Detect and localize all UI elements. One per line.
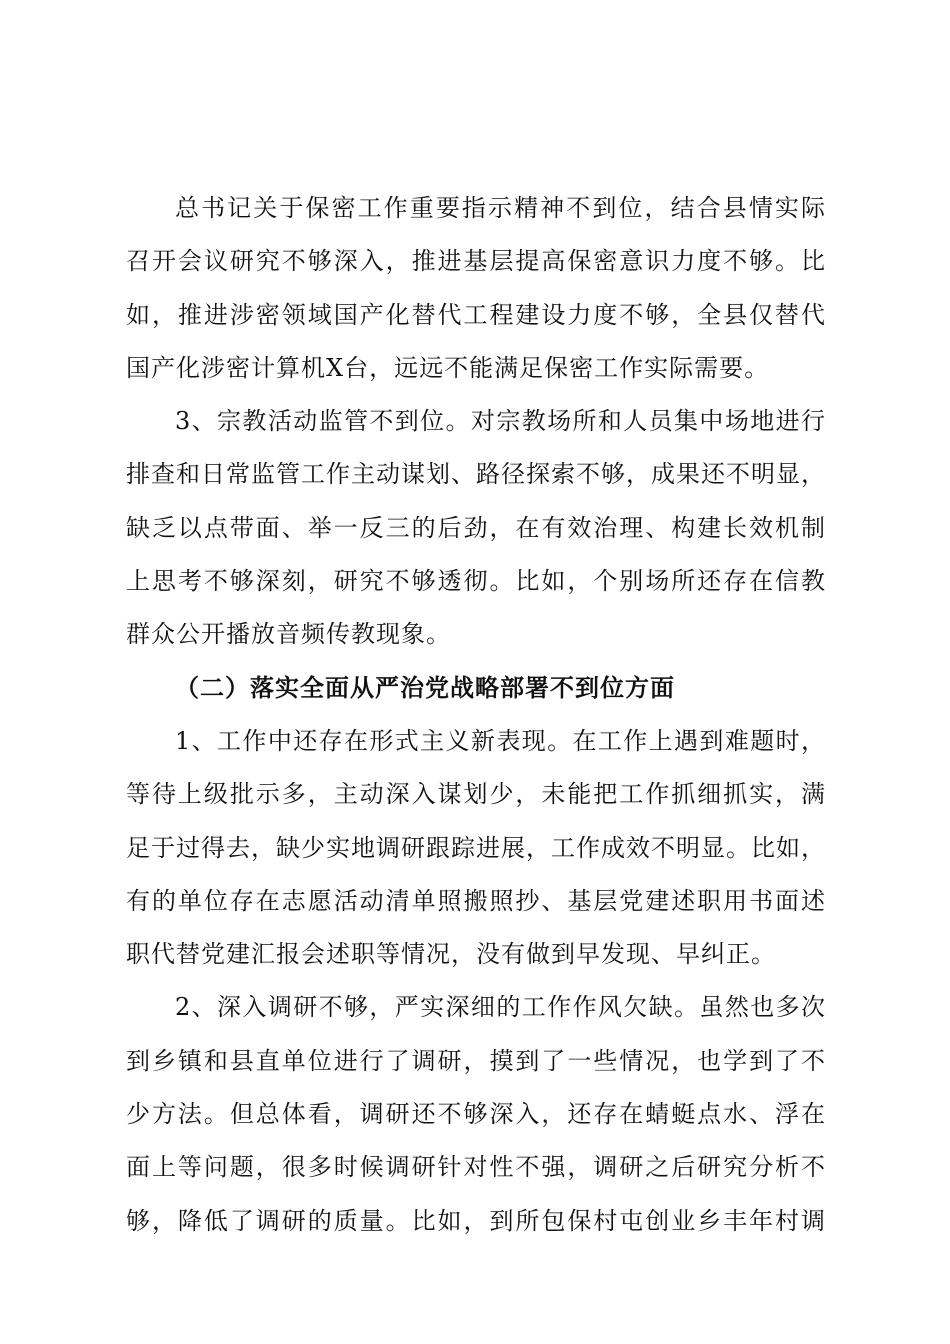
- section-heading: （二）落实全面从严治党战略部署不到位方面: [175, 673, 675, 702]
- text-line: 1、工作中还存在形式主义新表现。在工作上遇到难题时，: [175, 726, 826, 755]
- text-line: 到乡镇和县直单位进行了调研，摸到了一些情况，也学到了不: [126, 1046, 826, 1075]
- text-line: 排查和日常监管工作主动谋划、路径探索不够，成果还不明显，: [126, 460, 826, 489]
- text-line: 缺乏以点带面、举一反三的后劲，在有效治理、构建长效机制: [126, 513, 826, 542]
- text-line: 2、深入调研不够，严实深细的工作作风欠缺。虽然也多次: [175, 993, 826, 1022]
- text-line: 如，推进涉密领域国产化替代工程建设力度不够，全县仅替代: [126, 300, 826, 329]
- text-line: 召开会议研究不够深入，推进基层提高保密意识力度不够。比: [126, 247, 826, 276]
- text-line: 等待上级批示多，主动深入谋划少，未能把工作抓细抓实，满: [126, 780, 826, 809]
- text-line: 3、宗教活动监管不到位。对宗教场所和人员集中场地进行: [175, 407, 826, 436]
- text-line: 职代替党建汇报会述职等情况，没有做到早发现、早纠正。: [126, 940, 776, 969]
- text-line: 面上等问题，很多时候调研针对性不强，调研之后研究分析不: [126, 1153, 826, 1182]
- text-line: 上思考不够深刻，研究不够透彻。比如，个别场所还存在信教: [126, 567, 826, 596]
- text-line: 群众公开播放音频传教现象。: [126, 620, 451, 649]
- text-line: 够，降低了调研的质量。比如，到所包保村屯创业乡丰年村调: [126, 1206, 826, 1235]
- text-line: 足于过得去，缺少实地调研跟踪进展，工作成效不明显。比如，: [126, 833, 826, 862]
- text-line: 少方法。但总体看，调研还不够深入，还存在蜻蜓点水、浮在: [126, 1100, 826, 1129]
- text-line: 有的单位存在志愿活动清单照搬照抄、基层党建述职用书面述: [126, 886, 826, 915]
- text-line: 国产化涉密计算机X台，远远不能满足保密工作实际需要。: [126, 353, 770, 382]
- document-body: [126, 182, 826, 1248]
- text-line: 总书记关于保密工作重要指示精神不到位，结合县情实际: [175, 194, 826, 222]
